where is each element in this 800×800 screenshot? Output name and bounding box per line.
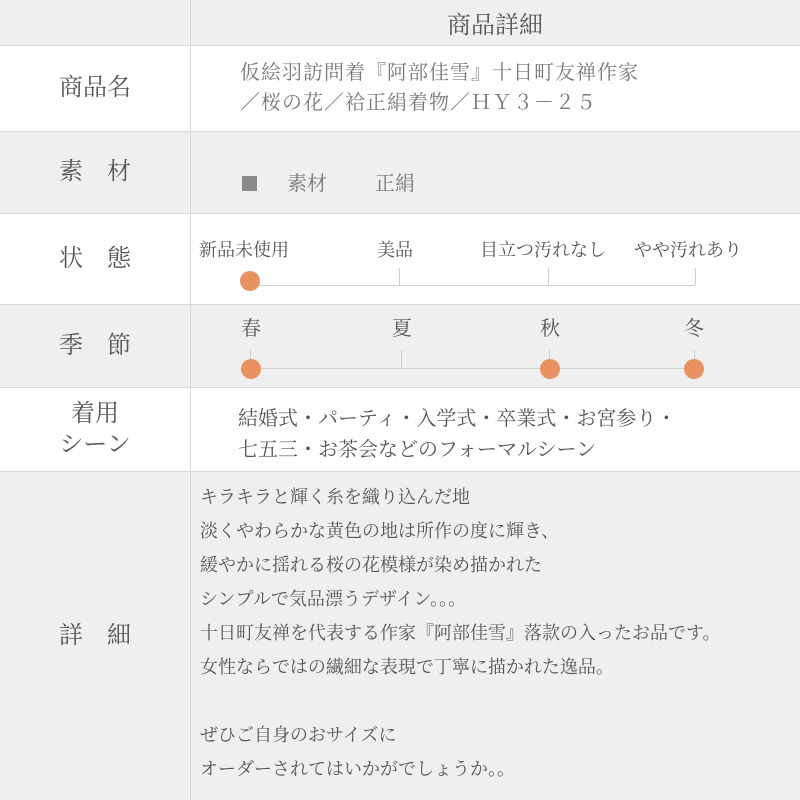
- usage-label-line: シーン: [59, 430, 131, 458]
- season-label: 季 節: [59, 330, 131, 359]
- product-name-label: 商品名: [59, 73, 131, 102]
- usage-line: 七五三・お茶会などのフォーマルシーン: [238, 437, 597, 461]
- square-bullet-icon: [242, 176, 257, 191]
- details-line: ぜひご自身のおサイズに: [200, 725, 397, 746]
- season-option-winter: 冬: [684, 316, 704, 340]
- condition-option-new: 新品未使用: [199, 240, 289, 261]
- condition-selected-marker: [240, 271, 260, 291]
- condition-option-excellent: 美品: [377, 240, 413, 261]
- details-line: オーダーされてはいかがでしょうか。。: [200, 759, 515, 780]
- condition-scale-tick: [548, 268, 549, 285]
- details-line: シンプルで気品漂うデザイン。。。: [200, 589, 467, 610]
- condition-scale-tick: [399, 268, 400, 285]
- condition-option-slight-stains: やや汚れあり: [634, 240, 742, 261]
- season-option-spring: 春: [241, 316, 261, 340]
- details-line: 緩やかに揺れる桜の花模様が染め描かれた: [200, 555, 542, 576]
- usage-label-line: 着用: [71, 398, 119, 427]
- product-name-line: 仮絵羽訪問着『阿部佳雪』十日町友禅作家: [240, 60, 639, 84]
- condition-option-no-stains: 目立つ汚れなし: [480, 240, 606, 261]
- details-label: 詳 細: [59, 620, 131, 649]
- page-title: 商品詳細: [447, 11, 543, 39]
- season-selected-marker: [540, 359, 560, 379]
- material-value: [242, 167, 415, 196]
- material-text: 正絹: [375, 171, 415, 195]
- season-selected-marker: [241, 359, 261, 379]
- product-name-value: [240, 57, 639, 117]
- usage-label: [0, 387, 190, 471]
- details-line: キラキラと輝く糸を織り込んだ地: [200, 487, 470, 508]
- details-line: 女性ならではの繊細な表現で丁寧に描かれた逸品。: [200, 657, 614, 678]
- material-label: 素 材: [59, 157, 131, 186]
- material-key: 素材: [287, 171, 327, 195]
- condition-scale-line: [250, 285, 695, 286]
- season-selected-marker: [684, 359, 704, 379]
- column-divider: [190, 0, 191, 800]
- season-scale-tick: [401, 350, 402, 368]
- details-line: 十日町友禅を代表する作家『阿部佳雪』落款の入ったお品です。: [200, 623, 721, 644]
- product-name-line: ／桜の花／袷正絹着物／ＨＹ３－２５: [240, 90, 597, 114]
- season-option-autumn: 秋: [540, 316, 560, 340]
- usage-line: 結婚式・パーティ・入学式・卒業式・お宮参り・: [238, 406, 677, 430]
- details-line: 淡くやわらかな黄色の地は所作の度に輝き、: [200, 521, 560, 542]
- season-scale-line: [250, 368, 695, 369]
- details-text: [200, 481, 721, 787]
- condition-scale-tick: [695, 268, 696, 285]
- season-option-summer: 夏: [392, 316, 412, 340]
- usage-value: [238, 403, 676, 465]
- condition-label: 状 態: [59, 243, 131, 272]
